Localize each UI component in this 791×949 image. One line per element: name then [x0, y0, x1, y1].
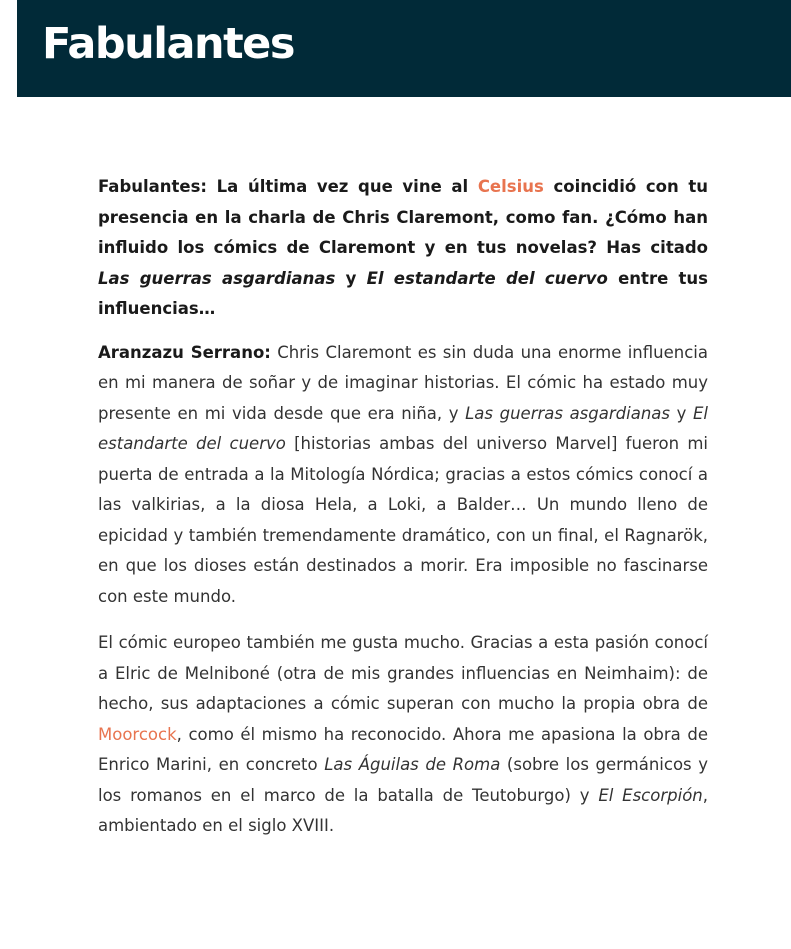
- title-el-estandarte-del-cuervo: El estandarte del cuervo: [98, 403, 708, 453]
- interview-content: [98, 172, 708, 842]
- title-las-guerras-asgardianas: Las guerras asgardianas: [98, 268, 336, 288]
- answer-paragraph: [98, 628, 708, 842]
- question-text: entre tus influencias…: [98, 268, 708, 318]
- moorcock-link[interactable]: Moorcock: [98, 724, 177, 744]
- answer-text: [historias ambas del universo Marvel] fueron mi puerta de entrada a la Mitología Nórdica; gracias a estos cómics conocí a las valkirias, a la diosa Hela, a Loki, a Balder… Un mundo lleno de epicidad y también tremendamente dramático, con un final, el Ragnarök, en que los dioses están destinados a morir. Era imposible no fascinarse con este mundo.: [98, 434, 708, 606]
- title-el-estandarte-del-cuervo: El estandarte del cuervo: [366, 268, 608, 288]
- site-header: [17, 0, 791, 97]
- answer-text: Chris Claremont es sin duda una enorme influencia en mi manera de soñar y de imaginar historias. El cómic ha estado muy presente en mi vida desde que era niña, y: [98, 342, 708, 423]
- paragraph-text: , como él mismo ha reconocido. Ahora me apasiona la obra de Enrico Marini, en concreto: [98, 724, 708, 774]
- question-text: Fabulantes: La última vez que vine al: [98, 177, 478, 196]
- title-las-guerras-asgardianas: Las guerras asgardianas: [465, 403, 670, 423]
- interview-answer: [98, 338, 708, 613]
- title-el-escorpion: El Escorpión: [598, 785, 703, 805]
- paragraph-text: El cómic europeo también me gusta mucho. Gracias a esta pasión conocí a Elric de Melniboné (otra de mis grandes influencias en Neimhaim): de hecho, sus adaptaciones a cómic superan con mucho la propia obra de: [98, 633, 708, 713]
- interview-question: [98, 172, 708, 325]
- question-text: y: [335, 268, 367, 288]
- speaker-name: Aranzazu Serrano:: [98, 342, 271, 362]
- paragraph-text: (sobre los germánicos y los romanos en el marco de la batalla de Teutoburgo) y: [98, 755, 708, 805]
- title-las-aguilas-de-roma: Las Águilas de Roma: [324, 755, 501, 774]
- paragraph-text: , ambientado en el siglo XVIII.: [98, 785, 708, 835]
- site-logo[interactable]: Fabulantes: [42, 19, 294, 69]
- celsius-link[interactable]: Celsius: [477, 177, 544, 196]
- question-text: coincidió con tu presencia en la charla de Chris Claremont, como fan. ¿Cómo han influido los cómics de Claremont y en tus novelas? Has citado: [98, 177, 708, 257]
- answer-text: y: [670, 403, 693, 423]
